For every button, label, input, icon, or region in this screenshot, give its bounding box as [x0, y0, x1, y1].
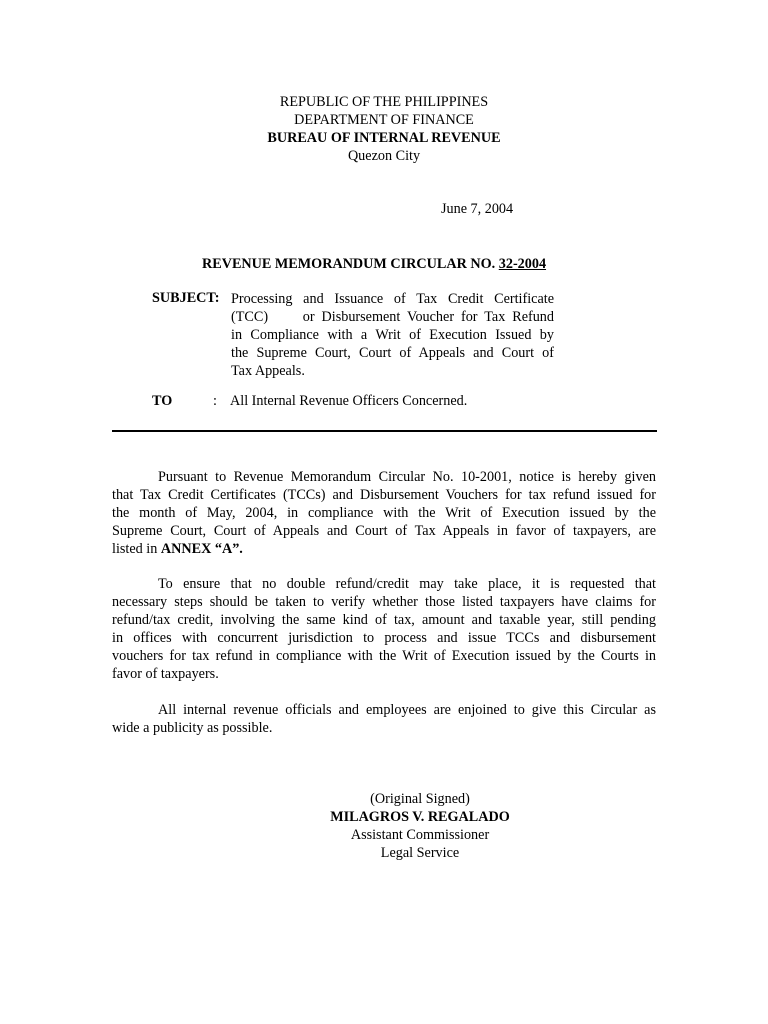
paragraph-line: Supreme Court, Court of Appeals and Court of Tax Appeals in favor of taxpayers, are [112, 523, 656, 539]
signature-block [300, 790, 540, 862]
circular-title [202, 256, 546, 273]
paragraph-verification [112, 575, 656, 683]
paragraph-line: wide a publicity as possible. [112, 720, 273, 736]
paragraph-line: in offices with concurrent jurisdiction to process and issue TCCs and disbursement [112, 630, 656, 646]
paragraph-line: Pursuant to Revenue Memorandum Circular No. 10-2001, notice is hereby given [158, 469, 656, 485]
annex-prefix: listed in [112, 541, 158, 557]
circular-number: 32-2004 [498, 256, 547, 272]
paragraph-line: that Tax Credit Certificates (TCCs) and Disbursement Vouchers for tax refund issued for [112, 487, 656, 503]
subject-line: Tax Appeals. [231, 363, 305, 379]
subject-label: SUBJECT: [152, 290, 220, 306]
letterhead-bureau: BUREAU OF INTERNAL REVENUE [267, 130, 501, 146]
circular-title-prefix: REVENUE MEMORANDUM CIRCULAR NO. [202, 256, 496, 272]
letterhead-department: DEPARTMENT OF FINANCE [294, 112, 474, 128]
to-colon: : [213, 393, 217, 409]
paragraph-publicity [112, 701, 656, 737]
paragraph-line: vouchers for tax refund in compliance with the Writ of Execution issued by the Courts in [112, 648, 656, 664]
annex-reference: ANNEX “A”. [160, 541, 243, 557]
subject-line: (TCC) or Disbursement Voucher for Tax Refund [231, 309, 554, 325]
signatory-name: MILAGROS V. REGALADO [330, 809, 510, 825]
letterhead-republic: REPUBLIC OF THE PHILIPPINES [279, 94, 489, 110]
signatory-title: Assistant Commissioner [350, 827, 490, 843]
paragraph-line: All internal revenue officials and employees are enjoined to give this Circular as [158, 702, 656, 718]
paragraph-line: refund/tax credit, involving the same kind of tax, amount and taxable year, still pending [112, 612, 656, 628]
paragraph-line: favor of taxpayers. [112, 666, 219, 682]
subject-text [231, 290, 554, 380]
signatory-office: Legal Service [380, 845, 460, 861]
to-recipients: All Internal Revenue Officers Concerned. [230, 393, 468, 409]
paragraph-notice [112, 468, 656, 558]
to-label: TO [152, 393, 173, 409]
letterhead-city: Quezon City [347, 148, 421, 164]
subject-line: Processing and Issuance of Tax Credit Certificate [231, 291, 554, 307]
paragraph-line: necessary steps should be taken to verify whether those listed taxpayers have claims for [112, 594, 656, 610]
paragraph-line [112, 540, 656, 558]
paragraph-line: the month of May, 2004, in compliance with the Writ of Execution issued by the [112, 505, 656, 521]
document-date: June 7, 2004 [441, 201, 514, 217]
signature-note: (Original Signed) [370, 791, 470, 807]
subject-line: in Compliance with a Writ of Execution Issued by [231, 327, 554, 343]
paragraph-line: To ensure that no double refund/credit may take place, it is requested that [158, 576, 656, 592]
header-divider [112, 430, 657, 432]
subject-line: the Supreme Court, Court of Appeals and Court of [231, 345, 554, 361]
